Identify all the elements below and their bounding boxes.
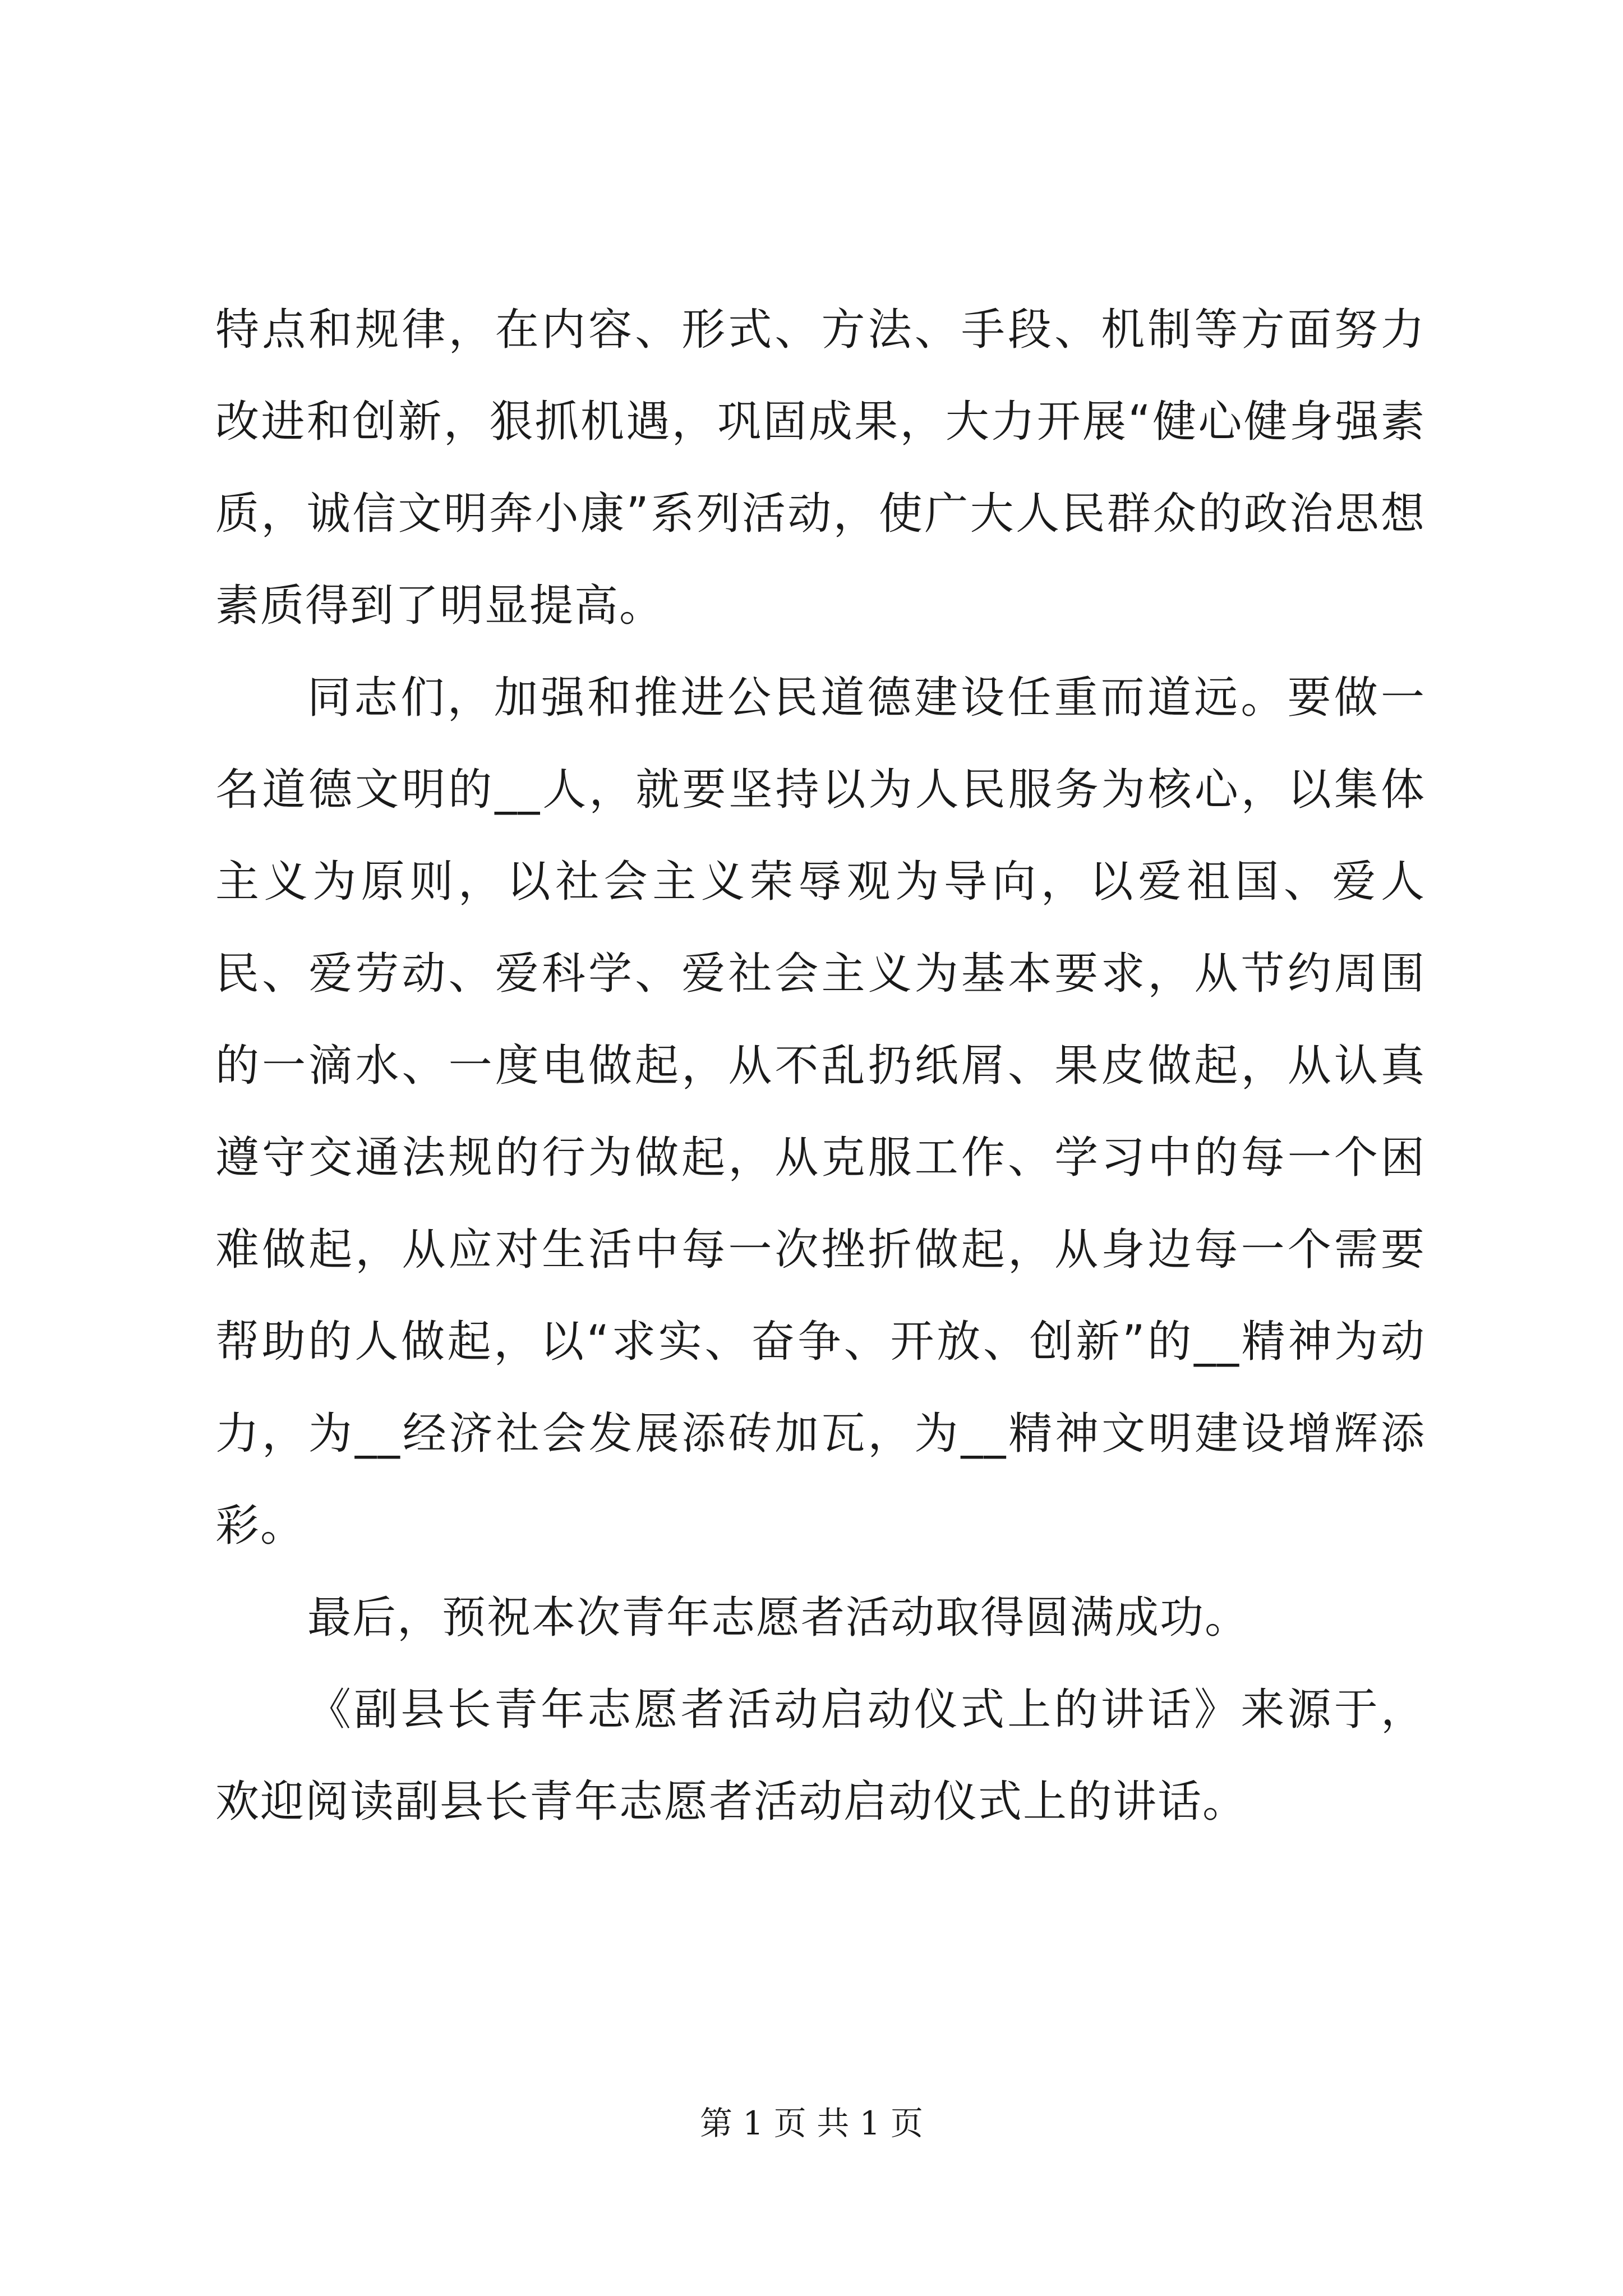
page-number-footer: 第 1 页 共 1 页 — [700, 2104, 923, 2142]
document-body — [215, 284, 1426, 1848]
paragraph-2: 同志们，加强和推进公民道德建设任重而道远。要做一名道德文明的__人，就要坚持以为人民服务为核心，以集体主义为原则，以社会主义荣辱观为导向，以爱祖国、爱人民、爱劳动、爱科学、爱社会主义为基本要求，从节约周围的一滴水、一度电做起，从不乱扔纸屑、果皮做起，从认真遵守交通法规的行为做起，从克服工作、学习中的每一个困难做起，从应对生活中每一次挫折做起，从身边每一个需要帮助的人做起，以“求实、奋争、开放、创新”的__精神为动力，为__经济社会发展添砖加瓦，为__精神文明建设增辉添彩。 — [215, 673, 1426, 1551]
paragraph-1: 特点和规律，在内容、形式、方法、手段、机制等方面努力改进和创新，狠抓机遇，巩固成果，大力开展“健心健身强素质，诚信文明奔小康”系列活动，使广大人民群众的政治思想素质得到了明显提高。 — [215, 305, 1426, 631]
paragraph-3: 最后，预祝本次青年志愿者活动取得圆满成功。 — [307, 1593, 1250, 1643]
paragraph-4: 《副县长青年志愿者活动启动仪式上的讲话》来源于，欢迎阅读副县长青年志愿者活动启动仪式上的讲话。 — [215, 1685, 1426, 1827]
